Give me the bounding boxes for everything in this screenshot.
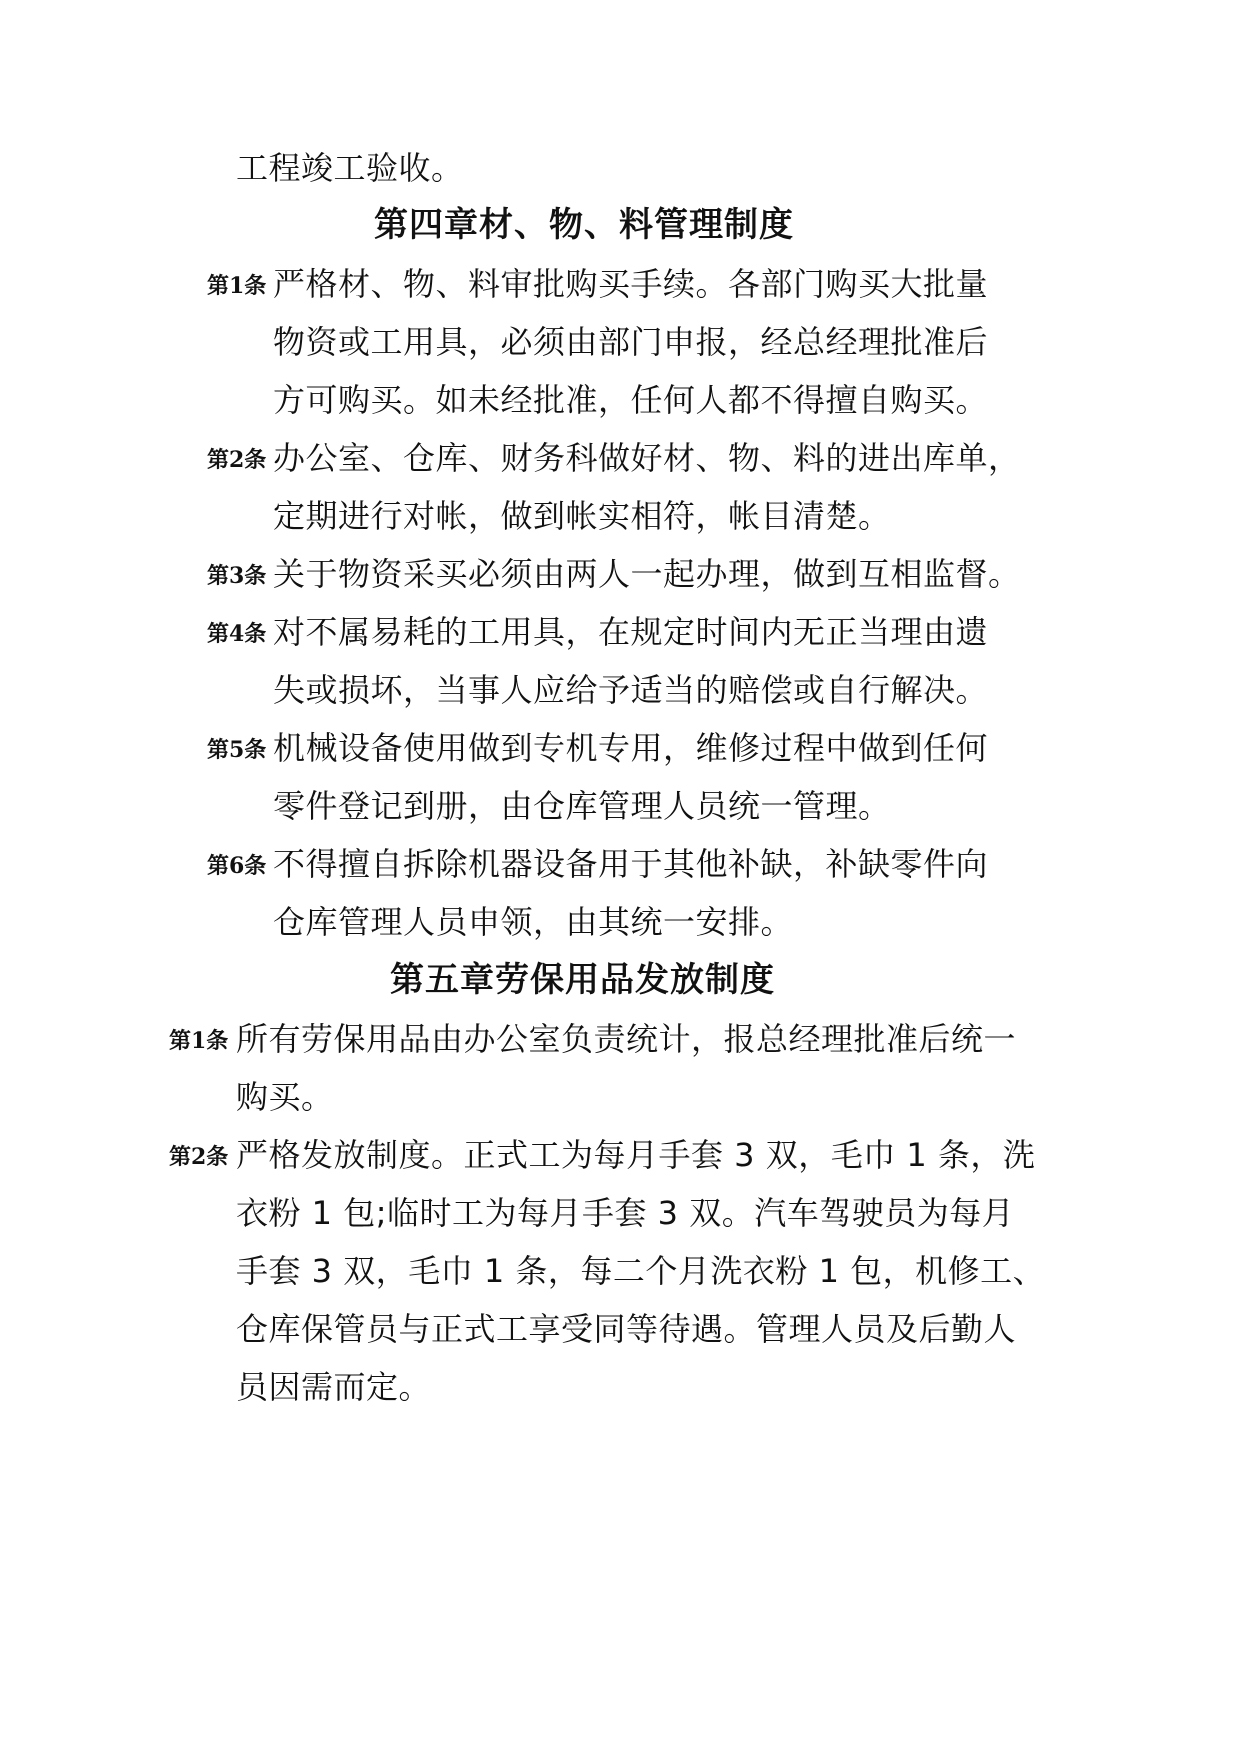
ch4-article-4-line-2: 失或损坏，当事人应给予适当的赔偿或自行解决。 [273, 671, 989, 709]
ch4-article-2-label: 第2条 [207, 447, 267, 473]
ch4-article-6-line-1: 不得擅自拆除机器设备用于其他补缺，补缺零件向 [273, 845, 989, 883]
ch5-article-1-label: 第1条 [169, 1028, 229, 1054]
chapter-4-title: 第四章材、物、料管理制度 [374, 205, 794, 245]
ch5-article-1-line-1: 所有劳保用品由办公室负责统计，报总经理批准后统一 [236, 1020, 1017, 1058]
ch4-article-4-line-1: 对不属易耗的工用具，在规定时间内无正当理由遗 [273, 613, 989, 651]
ch4-article-5-line-1: 机械设备使用做到专机专用，维修过程中做到任何 [273, 729, 989, 767]
ch5-article-1-line-2: 购买。 [236, 1078, 334, 1116]
ch5-article-2-line-4: 仓库保管员与正式工享受同等待遇。管理人员及后勤人 [236, 1310, 1017, 1348]
ch4-article-1-label: 第1条 [207, 273, 267, 299]
ch4-article-2-line-1: 办公室、仓库、财务科做好材、物、料的进出库单， [273, 439, 1021, 477]
ch4-article-6-label: 第6条 [207, 853, 267, 879]
ch4-article-1-line-3: 方可购买。如未经批准，任何人都不得擅自购买。 [273, 381, 989, 419]
ch5-article-2-line-2: 衣粉 1 包;临时工为每月手套 3 双。汽车驾驶员为每月 [236, 1194, 1015, 1232]
ch4-article-2-line-2: 定期进行对帐，做到帐实相符，帐目清楚。 [273, 497, 891, 535]
ch4-article-5-label: 第5条 [207, 737, 267, 763]
ch5-article-2-line-5: 员因需而定。 [236, 1368, 432, 1406]
ch4-article-5-line-2: 零件登记到册，由仓库管理人员统一管理。 [273, 787, 891, 825]
intro-line: 工程竣工验收。 [236, 149, 464, 187]
ch4-article-3-label: 第3条 [207, 563, 267, 589]
ch4-article-1-line-1: 严格材、物、料审批购买手续。各部门购买大批量 [273, 265, 989, 303]
ch5-article-2-line-1: 严格发放制度。正式工为每月手套 3 双，毛巾 1 条，洗 [236, 1136, 1036, 1174]
ch4-article-1-line-2: 物资或工用具，必须由部门申报，经总经理批准后 [273, 323, 989, 361]
ch4-article-6-line-2: 仓库管理人员申领，由其统一安排。 [273, 903, 794, 941]
ch4-article-3-line-1: 关于物资采买必须由两人一起办理，做到互相监督。 [273, 555, 1021, 593]
ch4-article-4-label: 第4条 [207, 621, 267, 647]
chapter-5-title: 第五章劳保用品发放制度 [390, 960, 775, 1000]
ch5-article-2-label: 第2条 [169, 1144, 229, 1170]
ch5-article-2-line-3: 手套 3 双，毛巾 1 条，每二个月洗衣粉 1 包，机修工、 [236, 1252, 1046, 1290]
